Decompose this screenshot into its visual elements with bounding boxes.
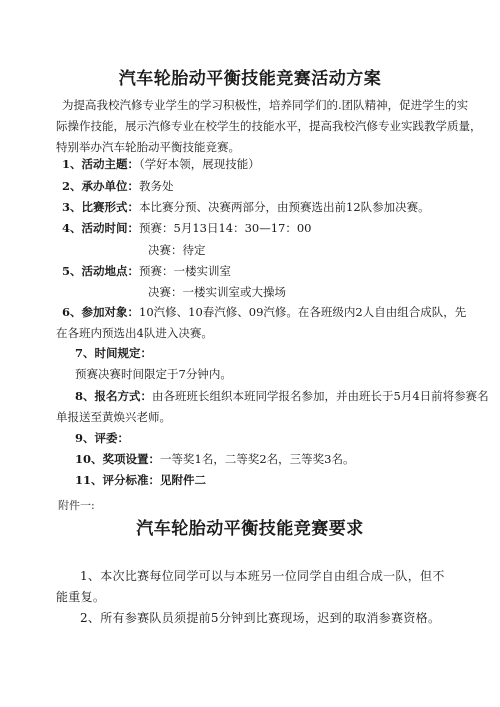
attachment-title: 汽车轮胎动平衡技能竞赛要求 bbox=[136, 519, 364, 539]
item-scoring-label: 11、评分标准：见附件二 bbox=[75, 473, 207, 487]
item-registration-value-1: 由各班班长组织本班同学报名参加，并由班长于5月4日前将参赛名 bbox=[152, 389, 489, 403]
intro-line-1: 为提高我校汽修专业学生的学习积极性，培养同学们的.团队精神，促进学生的实 bbox=[62, 98, 469, 112]
item-judges bbox=[75, 430, 475, 446]
item-place bbox=[62, 263, 462, 279]
item-organizer bbox=[62, 178, 462, 194]
item-registration-value-2: 单报送至黄焕兴老师。 bbox=[56, 410, 171, 424]
item-registration-label: 8、报名方式： bbox=[75, 389, 153, 403]
item-timing-rule-label: 7、时间规定： bbox=[75, 346, 153, 360]
item-timing-rule-value: 预赛决赛时间限定于7分钟内。 bbox=[75, 367, 232, 381]
requirement-2-line-1: 2、所有参赛队员须提前5分钟到比赛现场，迟到的取消参赛资格。 bbox=[80, 611, 441, 625]
item-timing-rule bbox=[75, 345, 475, 361]
item-theme-label: 1、活动主题： bbox=[62, 157, 140, 171]
intro-line-2: 际操作技能，展示汽修专业在校学生的技能水平，提高我校汽修专业实践教学质量， bbox=[56, 119, 482, 133]
item-judges-label: 9、评委： bbox=[75, 431, 130, 445]
item-scoring bbox=[75, 472, 475, 488]
item-format-label: 3、比赛形式： bbox=[62, 200, 140, 214]
item-place-value-1: 预赛：一楼实训室 bbox=[139, 264, 232, 278]
page-title: 汽车轮胎动平衡技能竞赛活动方案 bbox=[118, 69, 382, 89]
item-participants-value-1: 10汽修、10春汽修、09汽修。在各班级内2人自由组合成队，先 bbox=[139, 305, 467, 319]
item-participants bbox=[62, 304, 467, 320]
attachment-label: 附件一: bbox=[58, 499, 95, 512]
item-time-value-2: 决赛：待定 bbox=[148, 243, 206, 257]
item-participants-value-2: 在各班内预选出4队进入决赛。 bbox=[56, 326, 213, 340]
item-format-value: 本比赛分预、决赛两部分，由预赛选出前12队参加决赛。 bbox=[139, 200, 430, 214]
item-format bbox=[62, 199, 462, 215]
item-theme-value: （学好本领，展现技能） bbox=[139, 157, 260, 171]
item-time-label: 4、活动时间： bbox=[62, 221, 140, 235]
item-time-value-1: 预赛：5月13日14：30—17：00 bbox=[139, 221, 312, 235]
item-time bbox=[62, 220, 462, 236]
item-awards bbox=[75, 451, 475, 467]
requirement-1-line-1: 1、本次比赛每位同学可以与本班另一位同学自由组合成一队，但不 bbox=[80, 569, 445, 583]
intro-line-3: 特别举办汽车轮胎动平衡技能竞赛。 bbox=[56, 140, 240, 154]
item-organizer-value: 教务处 bbox=[139, 179, 174, 193]
item-theme bbox=[62, 156, 462, 172]
item-awards-label: 10、奖项设置： bbox=[75, 452, 161, 466]
item-place-value-2: 决赛：一楼实训室或大操场 bbox=[148, 285, 286, 299]
requirement-1-line-2: 能重复。 bbox=[56, 590, 106, 604]
item-registration bbox=[75, 388, 489, 404]
item-organizer-label: 2、承办单位： bbox=[62, 179, 140, 193]
item-awards-value: 一等奖1名，二等奖2名，三等奖3名。 bbox=[160, 452, 355, 466]
item-place-label: 5、活动地点： bbox=[62, 264, 140, 278]
item-participants-label: 6、参加对象： bbox=[62, 305, 140, 319]
